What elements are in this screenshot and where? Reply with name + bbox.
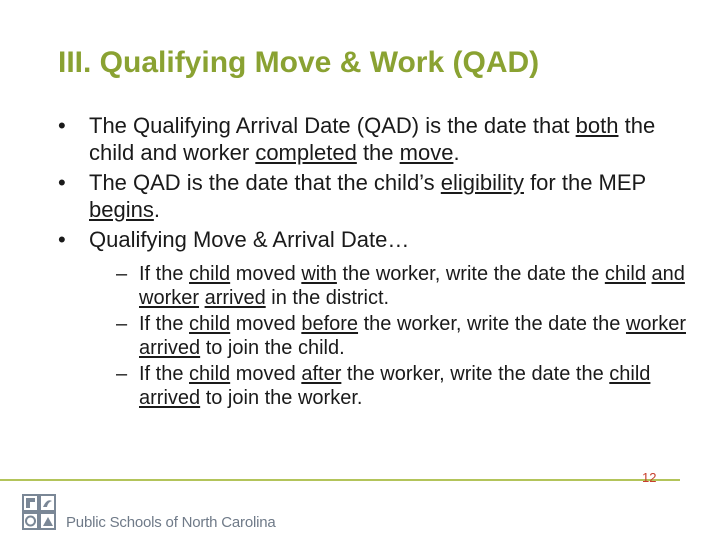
text-run: in the district.: [265, 287, 390, 309]
text-run: the worker, write the date the: [336, 263, 605, 285]
bullet-item: [58, 226, 698, 410]
underlined-term: completed: [255, 140, 357, 165]
underlined-term: eligibility: [440, 170, 524, 195]
bullet-marker: •: [58, 227, 66, 252]
text-run: for the MEP: [523, 170, 646, 195]
text-run: If the: [139, 363, 190, 385]
text-run: the worker, write the date the: [358, 313, 626, 335]
text-run: If the: [139, 263, 190, 285]
sub-bullet-text: [139, 363, 650, 409]
underlined-term: and: [651, 263, 685, 285]
sub-bullet-marker: –: [116, 363, 128, 385]
sub-bullet-item: [116, 362, 698, 410]
bullet-text: [89, 113, 655, 165]
text-run: moved: [230, 363, 302, 385]
underlined-term: arrived: [204, 287, 266, 309]
bullet-item: [58, 169, 698, 223]
bullet-marker: •: [58, 113, 66, 138]
slide-title: III. Qualifying Move & Work (QAD): [58, 46, 540, 79]
text-run: the: [356, 140, 400, 165]
text-run: The QAD is the date that the child’s: [89, 170, 441, 195]
underlined-term: before: [301, 313, 359, 335]
underlined-term: child: [189, 363, 231, 385]
nc-dpi-logo-icon: [22, 494, 66, 534]
underlined-term: worker: [139, 287, 200, 309]
underlined-term: after: [301, 363, 342, 385]
text-run: The Qualifying Arrival Date (QAD) is the date that: [89, 113, 576, 138]
underlined-term: arrived: [139, 337, 201, 359]
bullet-list: [58, 112, 698, 413]
bullet-marker: •: [58, 170, 66, 195]
organization-name: Public Schools of North Carolina: [66, 514, 276, 531]
text-run: to join the worker.: [200, 387, 363, 409]
underlined-term: move: [399, 140, 454, 165]
text-run: moved: [230, 313, 302, 335]
sub-bullet-text: [139, 313, 686, 359]
underlined-term: begins: [89, 197, 154, 222]
text-run: the child and worker: [89, 113, 656, 165]
underlined-term: child: [189, 313, 231, 335]
underlined-term: child: [609, 363, 651, 385]
sub-bullet-text: [139, 263, 685, 309]
sub-bullet-item: [116, 262, 698, 310]
underlined-term: child: [189, 263, 231, 285]
text-run: .: [153, 197, 160, 222]
sub-bullet-list: [58, 262, 698, 410]
underlined-term: both: [575, 113, 619, 138]
text-run: .: [453, 140, 460, 165]
underlined-term: child: [604, 263, 646, 285]
text-run: the worker, write the date the: [341, 363, 610, 385]
underlined-term: with: [301, 263, 337, 285]
bullet-item: [58, 112, 698, 166]
text-run: moved: [230, 263, 302, 285]
sub-bullet-marker: –: [116, 313, 128, 335]
underlined-term: worker: [625, 313, 686, 335]
text-run: to join the child.: [200, 337, 345, 359]
page-number: 12: [642, 470, 657, 485]
text-run: Qualifying Move & Arrival Date…: [89, 227, 410, 252]
footer-rule: [0, 479, 680, 481]
bullet-text: [89, 170, 646, 222]
sub-bullet-marker: –: [116, 263, 128, 285]
text-run: If the: [139, 313, 190, 335]
underlined-term: arrived: [139, 387, 201, 409]
sub-bullet-item: [116, 312, 698, 360]
bullet-text: [89, 227, 409, 252]
